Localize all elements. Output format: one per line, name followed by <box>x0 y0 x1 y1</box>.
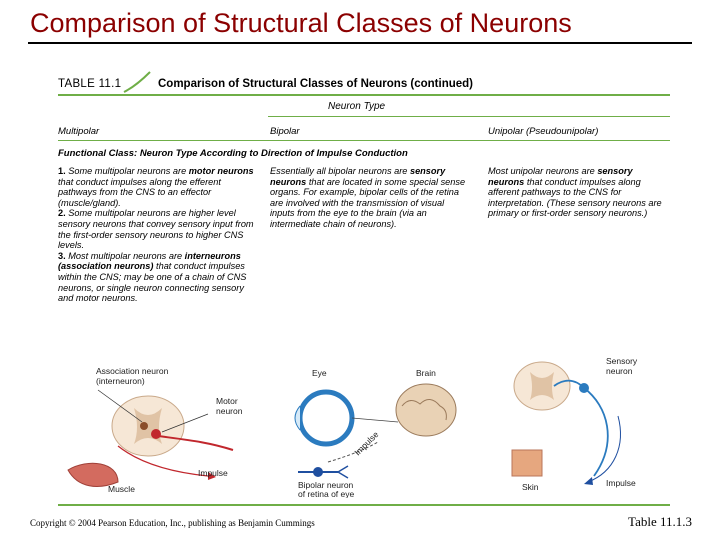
skin-icon <box>512 450 542 476</box>
table-bottom-rule <box>58 504 670 506</box>
super-header: Neuron Type <box>328 101 386 112</box>
diagram-label-interneuron: (interneuron) <box>96 376 145 386</box>
table-panel <box>58 66 670 508</box>
diagram-label-motor-1: Motor <box>216 396 238 406</box>
bipolar-cell: Essentially all bipolar neurons are sensory neurons that are located in some special sense organs. For example, bipolar cells of the retina are involved with the transmission of visual inputs from the eye to the brain (via an intermediate chain of neurons). <box>270 166 466 229</box>
diagram-label-muscle: Muscle <box>108 484 135 494</box>
unipolar-cell: Most unipolar neurons are sensory neurons that conduct impulses along afferent pathways to the CNS for interpretation. (These sensory neurons are primary or first-order sensory neurons.) <box>488 166 662 219</box>
muscle-icon <box>68 463 118 486</box>
unipolar-diagram <box>498 356 670 496</box>
header-rule-top <box>58 94 670 96</box>
multipolar-diagram <box>58 362 268 498</box>
footer-copyright: Copyright © 2004 Pearson Education, Inc., publishing as Benjamin Cummings <box>30 518 315 528</box>
column-header-multipolar: Multipolar <box>58 126 100 137</box>
multipolar-cell: 1. Some multipolar neurons are motor neurons that conduct impulses along the efferent pathways from the CNS to an effector (muscle/gland). 2. Some multipolar neurons are higher level sensory neurons that convey sensory input from the first-order sensory neurons to higher CNS levels. 3. Most multipolar neurons are interneurons (association neurons) that conduct impulses within the CNS; may be one of a chain of CNS neurons, or single neuron connecting sensory and motor neurons. <box>58 166 254 304</box>
diagram-label-impulse: Impulse <box>198 468 228 478</box>
eye-icon <box>300 392 352 444</box>
diagram-label-association: Association neuron <box>96 366 169 376</box>
column-header-unipolar: Unipolar (Pseudounipolar) <box>488 126 599 137</box>
title-rule <box>28 42 692 44</box>
table-title: Comparison of Structural Classes of Neurons (continued) <box>158 78 474 90</box>
brain-icon <box>396 384 456 436</box>
diagram-label-impulse: Impulse <box>352 429 381 458</box>
diagram-label-bipolar-1: Bipolar neuron <box>298 480 354 490</box>
section-heading: Functional Class: Neuron Type According to Direction of Impulse Conduction <box>58 148 408 159</box>
diagram-label-bipolar-2: of retina of eye <box>298 489 355 498</box>
diagram-label-impulse: Impulse <box>606 478 636 488</box>
header-rule-bottom <box>58 140 670 141</box>
table-label: TABLE 11.1 <box>58 78 122 90</box>
impulse-arrow-icon <box>588 416 620 482</box>
column-header-bipolar: Bipolar <box>270 126 300 137</box>
bipolar-neuron-icon <box>298 466 348 478</box>
diagram-label-skin: Skin <box>522 482 539 492</box>
slide-title: Comparison of Structural Classes of Neurons <box>30 8 572 38</box>
motor-neuron-icon <box>151 429 161 439</box>
diagram-label-motor-2: neuron <box>216 406 243 416</box>
diagram-label-sensory-2: neuron <box>606 366 633 376</box>
diagram-label-sensory-1: Sensory <box>606 356 638 366</box>
bipolar-diagram <box>268 362 488 498</box>
diagram-label-brain: Brain <box>416 368 436 378</box>
association-neuron-icon <box>140 422 148 430</box>
header-rule-mid <box>268 116 670 117</box>
diagram-label-eye: Eye <box>312 368 327 378</box>
footer-table-tag: Table 11.1.3 <box>628 514 692 529</box>
